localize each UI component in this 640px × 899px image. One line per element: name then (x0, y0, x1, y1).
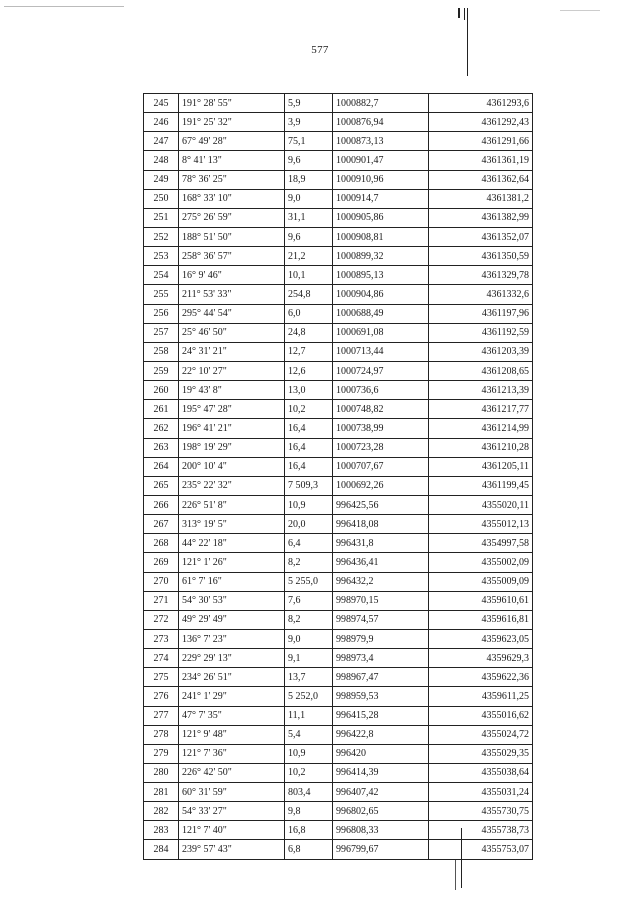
y-coordinate-cell: 4361362,64 (429, 170, 533, 189)
direction-angle-cell: 195° 47' 28" (179, 400, 285, 419)
point-number-cell: 273 (144, 629, 179, 648)
scan-artifact (467, 8, 468, 76)
point-number-cell: 270 (144, 572, 179, 591)
y-coordinate-cell: 4361361,19 (429, 151, 533, 170)
direction-angle-cell: 121° 7' 36" (179, 744, 285, 763)
y-coordinate-cell: 4355020,11 (429, 495, 533, 514)
y-coordinate-cell: 4361381,2 (429, 189, 533, 208)
distance-cell: 12,6 (285, 361, 333, 380)
direction-angle-cell: 16° 9' 46" (179, 266, 285, 285)
y-coordinate-cell: 4361205,11 (429, 457, 533, 476)
point-number-cell: 249 (144, 170, 179, 189)
x-coordinate-cell: 996422,8 (333, 725, 429, 744)
direction-angle-cell: 275° 26' 59" (179, 208, 285, 227)
table-row (144, 476, 533, 495)
direction-angle-cell: 191° 25' 32" (179, 113, 285, 132)
y-coordinate-cell: 4355029,35 (429, 744, 533, 763)
x-coordinate-cell: 1000738,99 (333, 419, 429, 438)
x-coordinate-cell: 996420 (333, 744, 429, 763)
x-coordinate-cell: 996418,08 (333, 515, 429, 534)
distance-cell: 75,1 (285, 132, 333, 151)
point-number-cell: 266 (144, 495, 179, 514)
direction-angle-cell: 8° 41' 13" (179, 151, 285, 170)
distance-cell: 254,8 (285, 285, 333, 304)
table-row (144, 534, 533, 553)
x-coordinate-cell: 998967,47 (333, 668, 429, 687)
scan-artifact (560, 10, 600, 11)
y-coordinate-cell: 4359610,61 (429, 591, 533, 610)
point-number-cell: 252 (144, 227, 179, 246)
point-number-cell: 269 (144, 553, 179, 572)
distance-cell: 20,0 (285, 515, 333, 534)
y-coordinate-cell: 4359629,3 (429, 649, 533, 668)
table-row (144, 802, 533, 821)
direction-angle-cell: 168° 33' 10" (179, 189, 285, 208)
direction-angle-cell: 121° 9' 48" (179, 725, 285, 744)
table-row (144, 591, 533, 610)
table-row (144, 227, 533, 246)
distance-cell: 9,6 (285, 227, 333, 246)
distance-cell: 21,2 (285, 247, 333, 266)
y-coordinate-cell: 4361199,45 (429, 476, 533, 495)
distance-cell: 13,0 (285, 381, 333, 400)
direction-angle-cell: 60° 31' 59" (179, 783, 285, 802)
distance-cell: 9,0 (285, 189, 333, 208)
x-coordinate-cell: 1000724,97 (333, 361, 429, 380)
x-coordinate-cell: 998979,9 (333, 629, 429, 648)
scan-artifact (458, 8, 460, 18)
y-coordinate-cell: 4361291,66 (429, 132, 533, 151)
distance-cell: 16,4 (285, 438, 333, 457)
table-row (144, 515, 533, 534)
x-coordinate-cell: 998959,53 (333, 687, 429, 706)
x-coordinate-cell: 1000873,13 (333, 132, 429, 151)
point-number-cell: 283 (144, 821, 179, 840)
point-number-cell: 277 (144, 706, 179, 725)
direction-angle-cell: 229° 29' 13" (179, 649, 285, 668)
y-coordinate-cell: 4361292,43 (429, 113, 533, 132)
table-row (144, 553, 533, 572)
table-row (144, 381, 533, 400)
x-coordinate-cell: 1000723,28 (333, 438, 429, 457)
distance-cell: 10,2 (285, 400, 333, 419)
direction-angle-cell: 24° 31' 21" (179, 342, 285, 361)
table-row (144, 840, 533, 859)
point-number-cell: 281 (144, 783, 179, 802)
table-row (144, 323, 533, 342)
distance-cell: 5,4 (285, 725, 333, 744)
distance-cell: 12,7 (285, 342, 333, 361)
point-number-cell: 245 (144, 94, 179, 113)
y-coordinate-cell: 4355016,62 (429, 706, 533, 725)
y-coordinate-cell: 4361382,99 (429, 208, 533, 227)
direction-angle-cell: 313° 19' 5" (179, 515, 285, 534)
direction-angle-cell: 226° 51' 8" (179, 495, 285, 514)
scan-artifact (464, 8, 465, 20)
point-number-cell: 262 (144, 419, 179, 438)
point-number-cell: 246 (144, 113, 179, 132)
direction-angle-cell: 196° 41' 21" (179, 419, 285, 438)
direction-angle-cell: 258° 36' 57" (179, 247, 285, 266)
direction-angle-cell: 235° 22' 32" (179, 476, 285, 495)
table-row (144, 132, 533, 151)
table-row (144, 266, 533, 285)
x-coordinate-cell: 996431,8 (333, 534, 429, 553)
y-coordinate-cell: 4355730,75 (429, 802, 533, 821)
x-coordinate-cell: 998973,4 (333, 649, 429, 668)
y-coordinate-cell: 4361352,07 (429, 227, 533, 246)
direction-angle-cell: 49° 29' 49" (179, 610, 285, 629)
distance-cell: 10,1 (285, 266, 333, 285)
point-number-cell: 256 (144, 304, 179, 323)
y-coordinate-cell: 4361350,59 (429, 247, 533, 266)
x-coordinate-cell: 996799,67 (333, 840, 429, 859)
table-row (144, 610, 533, 629)
distance-cell: 16,4 (285, 457, 333, 476)
distance-cell: 9,8 (285, 802, 333, 821)
table-row (144, 151, 533, 170)
direction-angle-cell: 61° 7' 16" (179, 572, 285, 591)
x-coordinate-cell: 1000908,81 (333, 227, 429, 246)
distance-cell: 3,9 (285, 113, 333, 132)
x-coordinate-cell: 996808,33 (333, 821, 429, 840)
point-number-cell: 275 (144, 668, 179, 687)
distance-cell: 16,8 (285, 821, 333, 840)
y-coordinate-cell: 4361217,77 (429, 400, 533, 419)
table-row (144, 113, 533, 132)
table-row (144, 649, 533, 668)
y-coordinate-cell: 4359623,05 (429, 629, 533, 648)
point-number-cell: 267 (144, 515, 179, 534)
table-row (144, 285, 533, 304)
y-coordinate-cell: 4361332,6 (429, 285, 533, 304)
scan-artifact (4, 6, 124, 7)
table-row (144, 668, 533, 687)
scan-artifact (455, 860, 456, 890)
direction-angle-cell: 25° 46' 50" (179, 323, 285, 342)
x-coordinate-cell: 996407,42 (333, 783, 429, 802)
table-row (144, 821, 533, 840)
y-coordinate-cell: 4359611,25 (429, 687, 533, 706)
x-coordinate-cell: 996802,65 (333, 802, 429, 821)
x-coordinate-cell: 1000692,26 (333, 476, 429, 495)
table-row (144, 572, 533, 591)
table-row (144, 629, 533, 648)
y-coordinate-cell: 4361214,99 (429, 419, 533, 438)
y-coordinate-cell: 4355738,73 (429, 821, 533, 840)
point-number-cell: 280 (144, 763, 179, 782)
distance-cell: 8,2 (285, 610, 333, 629)
x-coordinate-cell: 996415,28 (333, 706, 429, 725)
direction-angle-cell: 191° 28' 55" (179, 94, 285, 113)
distance-cell: 11,1 (285, 706, 333, 725)
table-row (144, 438, 533, 457)
y-coordinate-cell: 4359622,36 (429, 668, 533, 687)
scan-artifact (461, 828, 462, 888)
x-coordinate-cell: 996414,39 (333, 763, 429, 782)
x-coordinate-cell: 1000876,94 (333, 113, 429, 132)
y-coordinate-cell: 4361213,39 (429, 381, 533, 400)
point-number-cell: 276 (144, 687, 179, 706)
direction-angle-cell: 47° 7' 35" (179, 706, 285, 725)
point-number-cell: 259 (144, 361, 179, 380)
x-coordinate-cell: 1000748,82 (333, 400, 429, 419)
table-row (144, 342, 533, 361)
point-number-cell: 257 (144, 323, 179, 342)
direction-angle-cell: 121° 7' 40" (179, 821, 285, 840)
y-coordinate-cell: 4361208,65 (429, 361, 533, 380)
direction-angle-cell: 198° 19' 29" (179, 438, 285, 457)
direction-angle-cell: 78° 36' 25" (179, 170, 285, 189)
distance-cell: 5 255,0 (285, 572, 333, 591)
page-number: 577 (311, 44, 329, 56)
table-row (144, 419, 533, 438)
y-coordinate-cell: 4361329,78 (429, 266, 533, 285)
x-coordinate-cell: 1000895,13 (333, 266, 429, 285)
direction-angle-cell: 211° 53' 33" (179, 285, 285, 304)
y-coordinate-cell: 4361197,96 (429, 304, 533, 323)
x-coordinate-cell: 1000914,7 (333, 189, 429, 208)
table-row (144, 247, 533, 266)
direction-angle-cell: 44° 22' 18" (179, 534, 285, 553)
point-number-cell: 247 (144, 132, 179, 151)
direction-angle-cell: 226° 42' 50" (179, 763, 285, 782)
point-number-cell: 272 (144, 610, 179, 629)
distance-cell: 16,4 (285, 419, 333, 438)
point-number-cell: 258 (144, 342, 179, 361)
point-number-cell: 251 (144, 208, 179, 227)
distance-cell: 9,1 (285, 649, 333, 668)
y-coordinate-cell: 4359616,81 (429, 610, 533, 629)
distance-cell: 6,0 (285, 304, 333, 323)
y-coordinate-cell: 4355753,07 (429, 840, 533, 859)
x-coordinate-cell: 996425,56 (333, 495, 429, 514)
point-number-cell: 279 (144, 744, 179, 763)
x-coordinate-cell: 1000910,96 (333, 170, 429, 189)
table-row (144, 763, 533, 782)
coordinates-table (143, 93, 533, 860)
table-row (144, 400, 533, 419)
distance-cell: 8,2 (285, 553, 333, 572)
y-coordinate-cell: 4361192,59 (429, 323, 533, 342)
x-coordinate-cell: 1000736,6 (333, 381, 429, 400)
point-number-cell: 253 (144, 247, 179, 266)
table-row (144, 457, 533, 476)
point-number-cell: 268 (144, 534, 179, 553)
direction-angle-cell: 136° 7' 23" (179, 629, 285, 648)
direction-angle-cell: 121° 1' 26" (179, 553, 285, 572)
table-row (144, 170, 533, 189)
y-coordinate-cell: 4355038,64 (429, 763, 533, 782)
table-row (144, 208, 533, 227)
table-row (144, 304, 533, 323)
point-number-cell: 248 (144, 151, 179, 170)
x-coordinate-cell: 1000688,49 (333, 304, 429, 323)
point-number-cell: 250 (144, 189, 179, 208)
direction-angle-cell: 239° 57' 43" (179, 840, 285, 859)
distance-cell: 5,9 (285, 94, 333, 113)
direction-angle-cell: 200° 10' 4" (179, 457, 285, 476)
distance-cell: 9,0 (285, 629, 333, 648)
direction-angle-cell: 241° 1' 29" (179, 687, 285, 706)
point-number-cell: 261 (144, 400, 179, 419)
y-coordinate-cell: 4355009,09 (429, 572, 533, 591)
x-coordinate-cell: 1000904,86 (333, 285, 429, 304)
distance-cell: 18,9 (285, 170, 333, 189)
distance-cell: 10,9 (285, 495, 333, 514)
distance-cell: 803,4 (285, 783, 333, 802)
direction-angle-cell: 188° 51' 50" (179, 227, 285, 246)
distance-cell: 31,1 (285, 208, 333, 227)
point-number-cell: 265 (144, 476, 179, 495)
distance-cell: 5 252,0 (285, 687, 333, 706)
x-coordinate-cell: 1000905,86 (333, 208, 429, 227)
distance-cell: 10,9 (285, 744, 333, 763)
point-number-cell: 264 (144, 457, 179, 476)
point-number-cell: 282 (144, 802, 179, 821)
point-number-cell: 255 (144, 285, 179, 304)
direction-angle-cell: 234° 26' 51" (179, 668, 285, 687)
x-coordinate-cell: 1000901,47 (333, 151, 429, 170)
table-row (144, 189, 533, 208)
distance-cell: 24,8 (285, 323, 333, 342)
distance-cell: 6,8 (285, 840, 333, 859)
direction-angle-cell: 19° 43' 8" (179, 381, 285, 400)
x-coordinate-cell: 1000882,7 (333, 94, 429, 113)
x-coordinate-cell: 1000899,32 (333, 247, 429, 266)
distance-cell: 9,6 (285, 151, 333, 170)
coordinates-table-body (144, 94, 533, 860)
table-row (144, 744, 533, 763)
x-coordinate-cell: 1000707,67 (333, 457, 429, 476)
point-number-cell: 260 (144, 381, 179, 400)
y-coordinate-cell: 4361293,6 (429, 94, 533, 113)
point-number-cell: 271 (144, 591, 179, 610)
point-number-cell: 254 (144, 266, 179, 285)
distance-cell: 13,7 (285, 668, 333, 687)
table-row (144, 783, 533, 802)
distance-cell: 7 509,3 (285, 476, 333, 495)
y-coordinate-cell: 4354997,58 (429, 534, 533, 553)
x-coordinate-cell: 996432,2 (333, 572, 429, 591)
y-coordinate-cell: 4355012,13 (429, 515, 533, 534)
x-coordinate-cell: 996436,41 (333, 553, 429, 572)
y-coordinate-cell: 4361210,28 (429, 438, 533, 457)
x-coordinate-cell: 1000713,44 (333, 342, 429, 361)
direction-angle-cell: 54° 33' 27" (179, 802, 285, 821)
table-row (144, 687, 533, 706)
table-row (144, 94, 533, 113)
x-coordinate-cell: 1000691,08 (333, 323, 429, 342)
direction-angle-cell: 54° 30' 53" (179, 591, 285, 610)
point-number-cell: 284 (144, 840, 179, 859)
direction-angle-cell: 22° 10' 27" (179, 361, 285, 380)
point-number-cell: 278 (144, 725, 179, 744)
distance-cell: 10,2 (285, 763, 333, 782)
y-coordinate-cell: 4361203,39 (429, 342, 533, 361)
y-coordinate-cell: 4355002,09 (429, 553, 533, 572)
y-coordinate-cell: 4355031,24 (429, 783, 533, 802)
point-number-cell: 274 (144, 649, 179, 668)
distance-cell: 6,4 (285, 534, 333, 553)
table-row (144, 706, 533, 725)
table-row (144, 725, 533, 744)
direction-angle-cell: 67° 49' 28" (179, 132, 285, 151)
table-row (144, 495, 533, 514)
x-coordinate-cell: 998970,15 (333, 591, 429, 610)
direction-angle-cell: 295° 44' 54" (179, 304, 285, 323)
x-coordinate-cell: 998974,57 (333, 610, 429, 629)
point-number-cell: 263 (144, 438, 179, 457)
y-coordinate-cell: 4355024,72 (429, 725, 533, 744)
table-row (144, 361, 533, 380)
distance-cell: 7,6 (285, 591, 333, 610)
